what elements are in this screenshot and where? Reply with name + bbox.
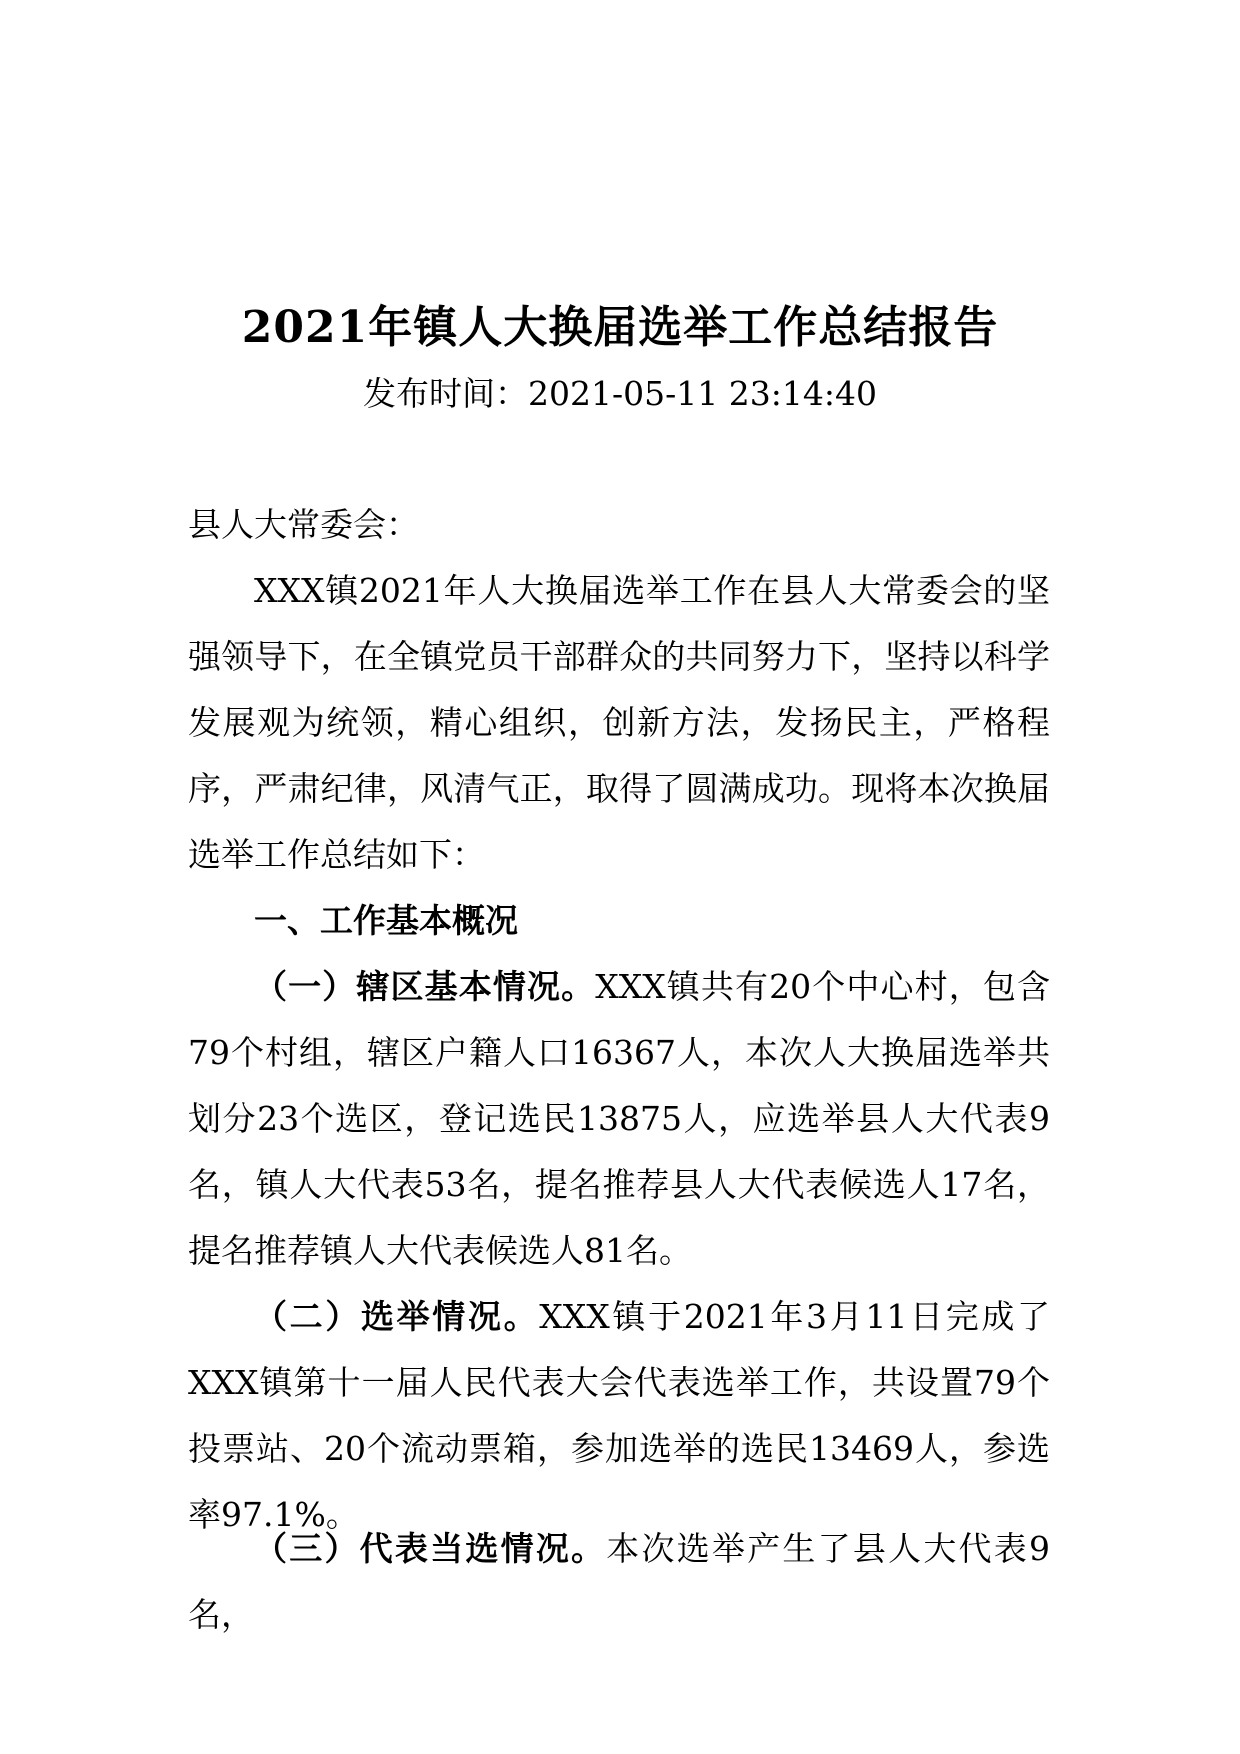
paragraph-election-text: XXX镇于2021年3月11日完成了XXX镇第十一届人民代表大会代表选举工作，共设置79个投票站、20个流动票箱，参加选举的选民13469人，参选率97.1%。 [188, 1297, 1051, 1534]
paragraph-election [188, 1284, 1050, 1548]
subheading-election: （二）选举情况。 [254, 1297, 540, 1336]
paragraph-jurisdiction-text: XXX镇共有20个中心村，包含79个村组，辖区户籍人口16367人，本次人大换届选举共划分23个选区，登记选民13875人，应选举县人大代表9名，镇人大代表53名，提名推荐县人大代表候选人17名，提名推荐镇人大代表候选人81名。 [188, 967, 1050, 1270]
section-heading: 一、工作基本概况 [254, 901, 518, 940]
intro-paragraph: XXX镇2021年人大换届选举工作在县人大常委会的坚强领导下，在全镇党员干部群众的共同努力下，坚持以科学发展观为统领，精心组织，创新方法，发扬民主，严格程序，严肃纪律，风清气正，取得了圆满成功。现将本次换届选举工作总结如下： [188, 571, 1050, 874]
subheading-jurisdiction: （一）辖区基本情况。 [254, 967, 596, 1006]
document-title: 2021年镇人大换届选举工作总结报告 [241, 302, 999, 353]
paragraph-jurisdiction [188, 954, 1050, 1284]
paragraph-elected-text: 本次选举产生了县人大代表9名， [188, 1529, 1051, 1634]
salutation: 县人大常委会： [188, 505, 419, 544]
paragraph-elected [188, 1516, 1050, 1648]
publish-time: 发布时间：2021-05-11 23:14:40 [363, 374, 877, 413]
subheading-elected: （三）代表当选情况。 [254, 1529, 607, 1568]
